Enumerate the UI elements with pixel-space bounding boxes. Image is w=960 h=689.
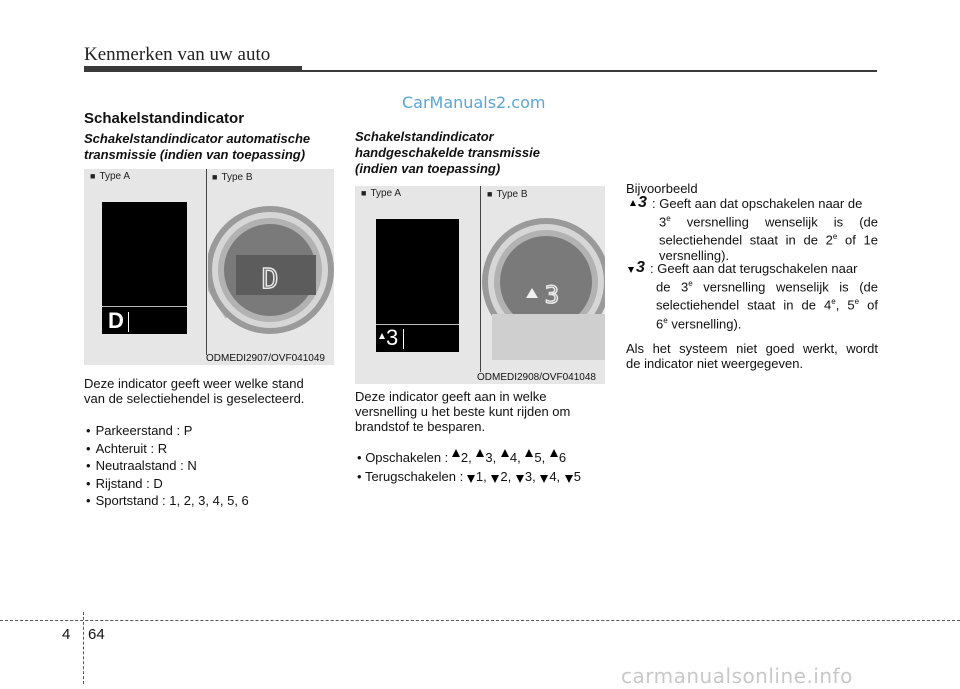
upshift-arrow-icon bbox=[452, 449, 460, 457]
type-b-label: ■ Type B bbox=[212, 172, 253, 183]
upshift-example: 3 : Geeft aan dat opschakelen naar de 3e versnelling wenselijk is (de selectiehendel staat in de 2e of 1e versnelling). bbox=[626, 196, 878, 263]
divider bbox=[480, 186, 481, 372]
header-title: Kenmerken van uw auto bbox=[84, 44, 271, 65]
list-item: • Rijstand : D bbox=[86, 475, 249, 493]
list-item: • Neutraalstand : N bbox=[86, 457, 249, 475]
downshift-arrow-icon bbox=[467, 475, 475, 483]
figure-caption: ODMEDI2908/OVF041048 bbox=[477, 372, 596, 383]
page-number: 64 bbox=[88, 626, 105, 643]
watermark-top[interactable]: CarManuals2.com bbox=[402, 93, 546, 112]
list-item: • Parkeerstand : P bbox=[86, 422, 249, 440]
manual-subtitle: Schakelstandindicator handgeschakelde transmissie (indien van toepassing) bbox=[355, 129, 540, 176]
note-text: Als het systeem niet goed werkt, wordt de indicator niet weergegeven. bbox=[626, 341, 878, 371]
upshift-list-item: • Opschakelen : 2, 3, 4, 5, 6 bbox=[357, 450, 567, 465]
upshift-arrow-icon bbox=[379, 333, 385, 339]
gear-readout-b: D bbox=[261, 262, 279, 295]
downshift-example: 3 : Geeft aan dat terugschakelen naar de 3e versnelling wenselijk is (de selectiehendel staat in de 4e, 5e of 6e versnelling). bbox=[626, 261, 878, 331]
list-item: • Sportstand : 1, 2, 3, 4, 5, 6 bbox=[86, 492, 249, 510]
gear-readout: D bbox=[108, 308, 124, 333]
upshift-arrow-icon bbox=[630, 200, 636, 206]
footer-rule bbox=[0, 620, 960, 621]
upshift-arrow-icon bbox=[501, 449, 509, 457]
figure-caption: ODMEDI2907/OVF041049 bbox=[206, 353, 325, 364]
auto-subtitle: Schakelstandindicator automatische transmissie (indien van toepassing) bbox=[84, 131, 311, 162]
downshift-arrow-icon bbox=[491, 475, 499, 483]
gear-readout-b: 3 bbox=[544, 281, 560, 309]
type-a-label: ■ Type A bbox=[361, 188, 401, 199]
chapter-number: 4 bbox=[62, 626, 71, 643]
downshift-arrow-icon bbox=[628, 267, 634, 273]
auto-indicator-figure bbox=[84, 169, 334, 365]
type-b-label: ■ Type B bbox=[487, 189, 528, 200]
type-a-display bbox=[102, 202, 187, 334]
upshift-arrow-icon bbox=[525, 449, 533, 457]
downshift-arrow-icon bbox=[565, 475, 573, 483]
type-a-display bbox=[376, 219, 459, 352]
header-rule bbox=[302, 70, 877, 72]
section-title: Schakelstandindicator bbox=[84, 110, 245, 127]
downshift-arrow-icon bbox=[540, 475, 548, 483]
gear-readout: 3 bbox=[386, 325, 399, 350]
downshift-list-item: • Terugschakelen : 1, 2, 3, 4, 5 bbox=[357, 469, 582, 484]
type-a-label: ■ Type A bbox=[90, 171, 130, 182]
type-b-gauge bbox=[208, 185, 334, 355]
upshift-arrow-icon bbox=[550, 449, 558, 457]
manual-indicator-figure bbox=[355, 186, 605, 384]
example-gear: 3 bbox=[638, 194, 647, 211]
watermark-bottom[interactable]: carmanualsonline.info bbox=[621, 664, 853, 688]
example-gear: 3 bbox=[636, 259, 645, 276]
manual-intro: Deze indicator geeft aan in welke versnelling u het beste kunt rijden om brandstof te besparen. bbox=[355, 389, 571, 434]
type-b-gauge bbox=[482, 202, 605, 362]
downshift-arrow-icon bbox=[516, 475, 524, 483]
example-title: Bijvoorbeeld bbox=[626, 181, 698, 196]
divider bbox=[206, 169, 207, 355]
upshift-arrow-icon bbox=[476, 449, 484, 457]
header-bar bbox=[84, 66, 302, 72]
auto-intro: Deze indicator geeft weer welke stand van de selectiehendel is geselecteerd. bbox=[84, 376, 305, 406]
footer-divider bbox=[83, 612, 84, 684]
gear-list bbox=[86, 422, 249, 510]
list-item: • Achteruit : R bbox=[86, 440, 249, 458]
